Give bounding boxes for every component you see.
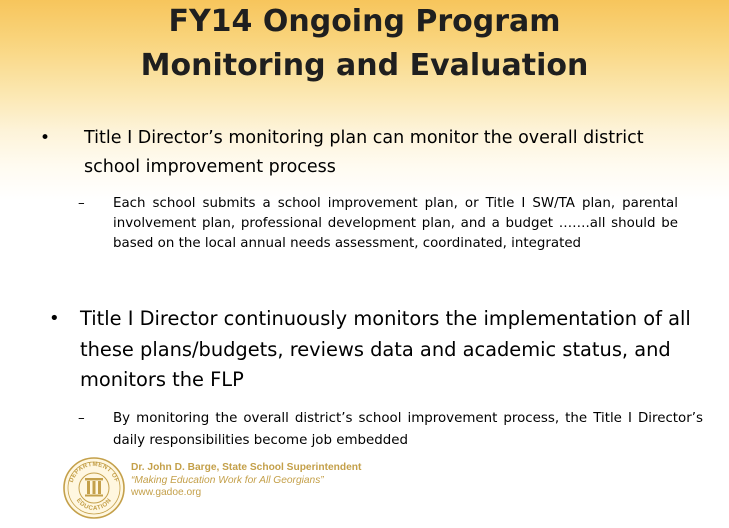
svg-text:DEPARTMENT OF: DEPARTMENT OF <box>67 460 121 484</box>
sub-bullet-text: Each school submits a school improvement plan, or Title I SW/TA plan, parental involvement plan, professional development plan, and a budget …….all should be based on the local annual needs assessment, coordinated, integrated <box>113 196 678 252</box>
slide-title-line-2: Monitoring and Evaluation <box>140 48 589 83</box>
footer-website: www.gadoe.org <box>131 487 202 499</box>
dash-marker: – <box>78 411 85 426</box>
bullet-item-1 <box>40 124 680 182</box>
footer-credits <box>131 462 361 500</box>
footer-motto: “Making Education Work for All Georgians” <box>131 474 324 486</box>
dash-marker: – <box>78 196 85 211</box>
department-seal-logo <box>62 456 126 520</box>
bullet-marker: • <box>40 128 51 148</box>
bullet-text: Title I Director continuously monitors the implementation of all these plans/budgets, reviews data and academic status, and monitors the FLP <box>80 307 691 391</box>
bullet-text: Title I Director’s monitoring plan can monitor the overall district school improvement process <box>84 128 644 177</box>
sub-bullet-item-1 <box>78 194 678 255</box>
svg-text:EDUCATION: EDUCATION <box>74 496 114 513</box>
bullet-item-2 <box>49 304 709 396</box>
sub-bullet-item-2 <box>78 408 703 451</box>
superintendent-name: Dr. John D. Barge, State School Superintendent <box>131 462 362 473</box>
slide-title <box>0 0 729 88</box>
slide-title-line-1: FY14 Ongoing Program <box>168 4 561 39</box>
sub-bullet-text: By monitoring the overall district’s school improvement process, the Title I Director’s daily responsibilities become job embedded <box>113 411 703 448</box>
bullet-marker: • <box>49 308 60 329</box>
